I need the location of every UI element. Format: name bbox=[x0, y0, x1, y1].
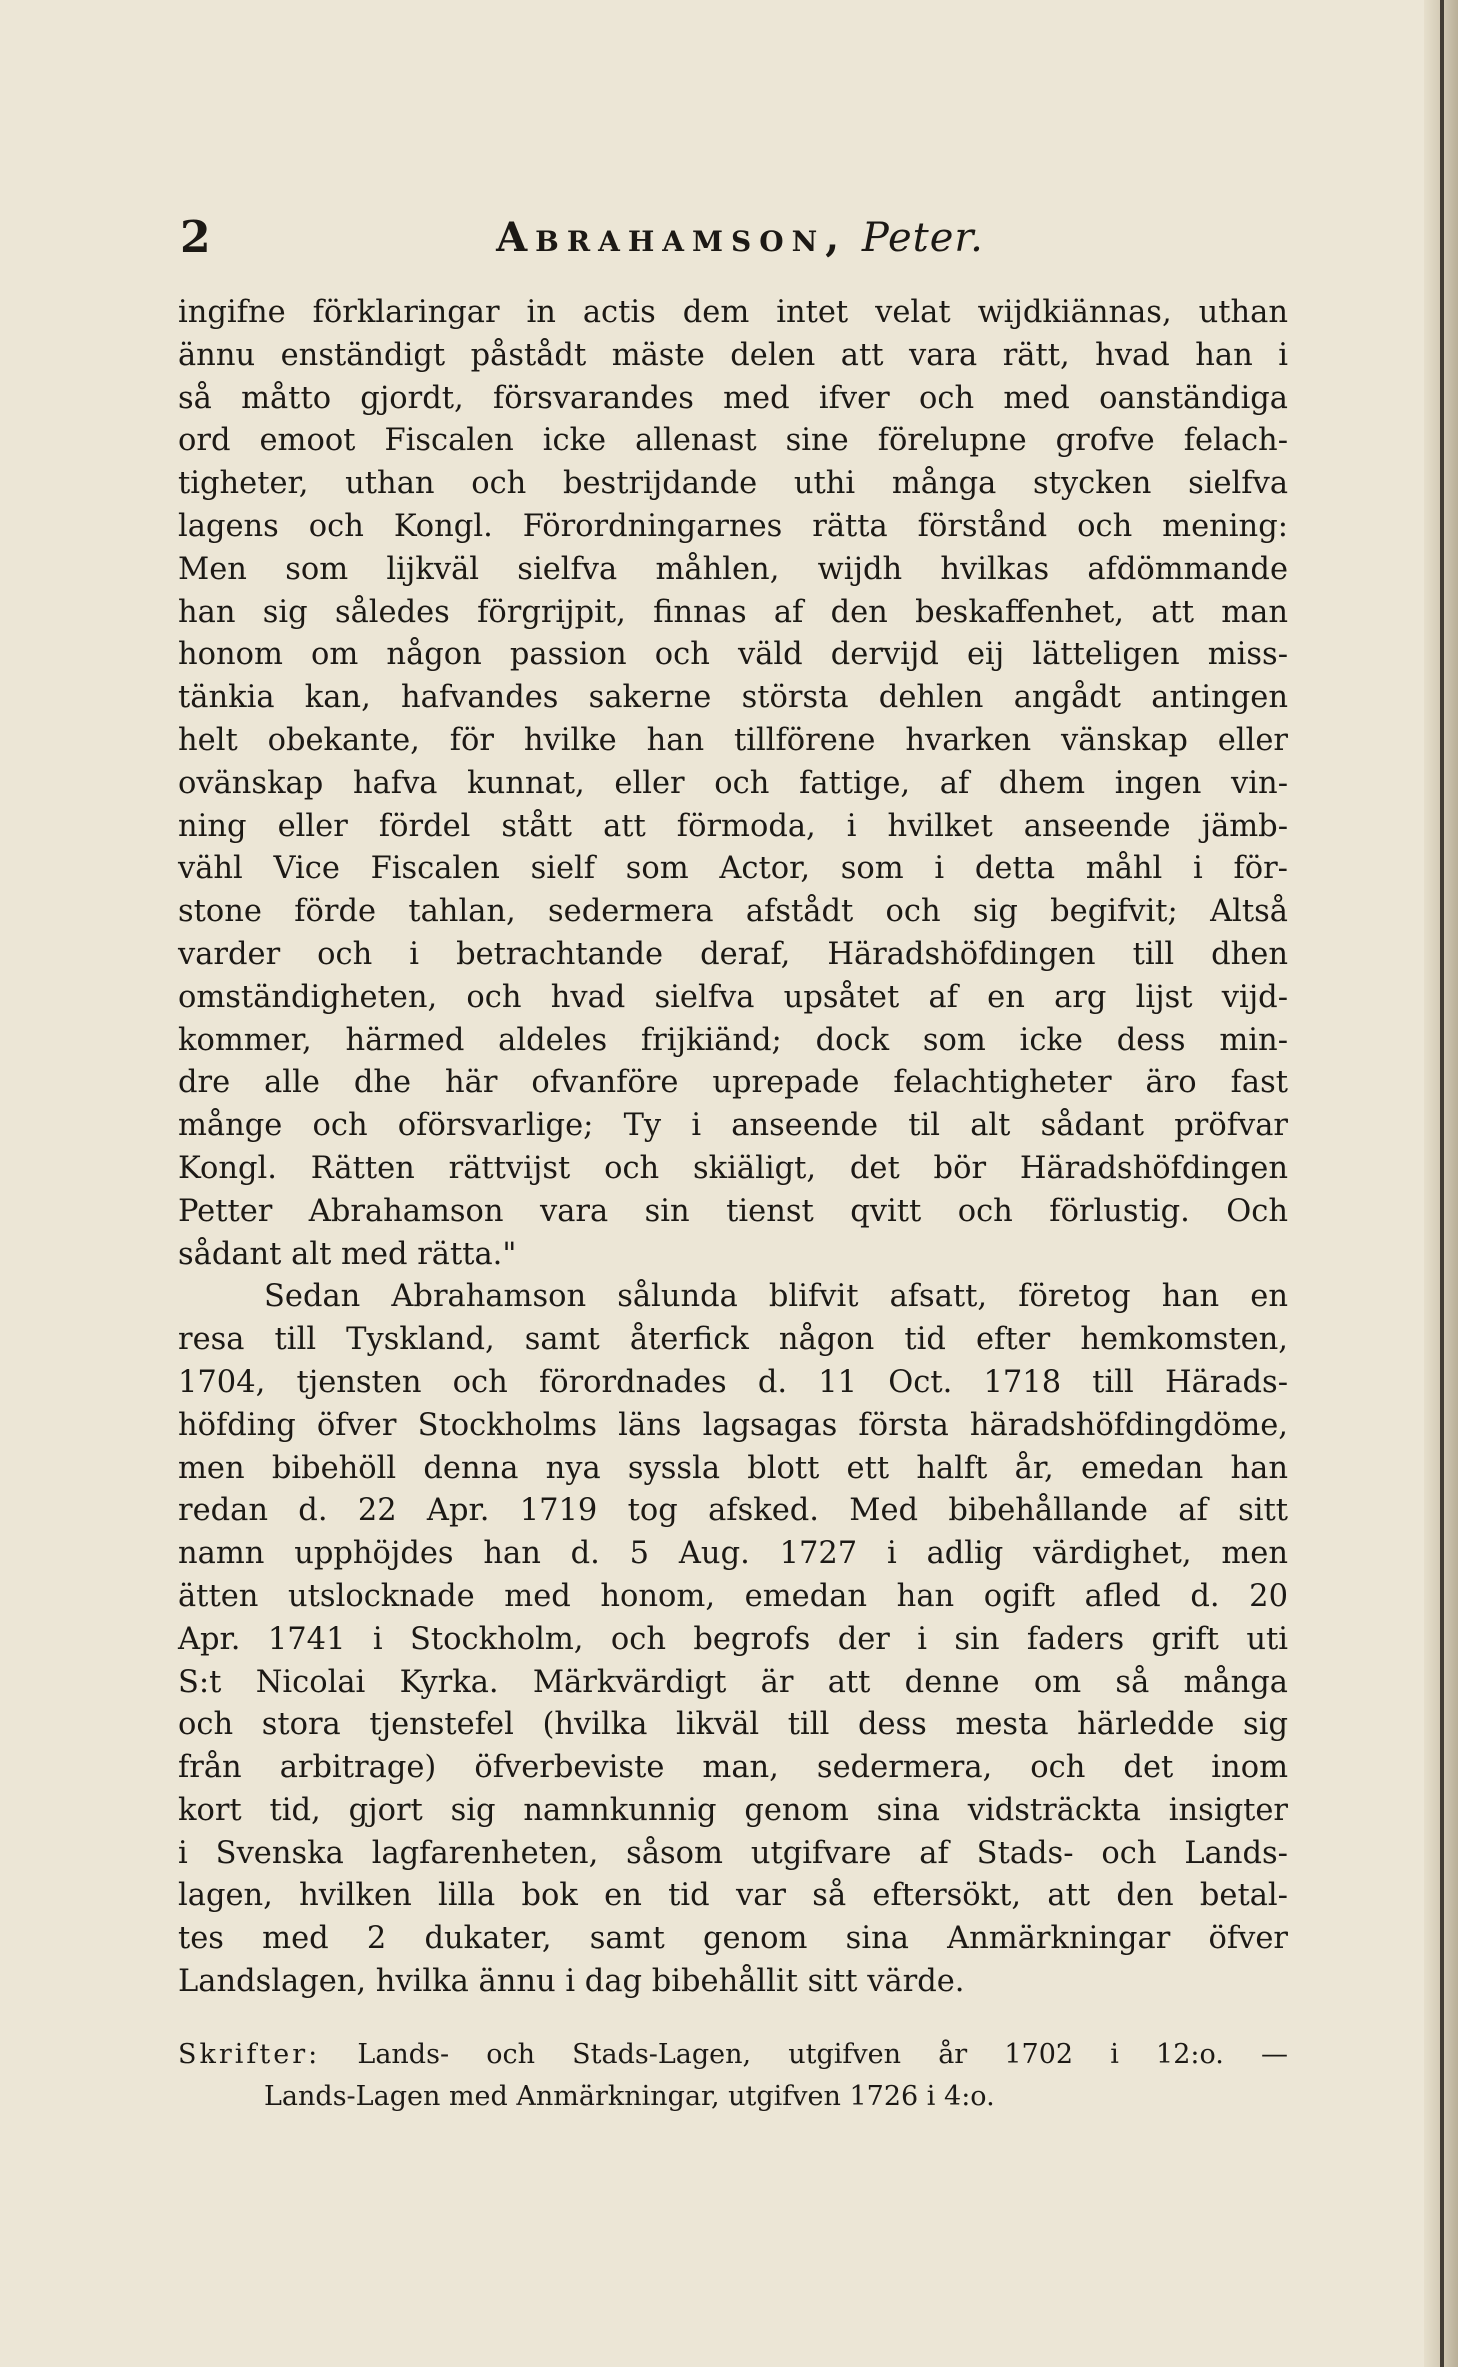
writings-entry-2: Lands-Lagen med Anmärkningar, utgifven 1726 i 4:o. bbox=[264, 2080, 995, 2112]
text-line: kommer, härmed aldeles frijkiänd; dock som icke dess min- bbox=[178, 1022, 1288, 1058]
text-line: 1704, tjensten och förordnades d. 11 Oct. 1718 till Härads- bbox=[178, 1364, 1288, 1400]
text-line: Petter Abrahamson vara sin tienst qvitt och förlustig. Och bbox=[178, 1193, 1288, 1229]
text-line: månge och oförsvarlige; Ty i anseende til alt sådant pröfvar bbox=[178, 1108, 1288, 1144]
text-line: Men som lijkväl sielfva måhlen, wijdh hvilkas afdömmande bbox=[178, 551, 1288, 587]
writings-label: Skrifter: bbox=[178, 2038, 321, 2070]
text-line: omständigheten, och hvad sielfva upsåtet af en arg lijst vijd- bbox=[178, 979, 1288, 1015]
text-line: höfding öfver Stockholms läns lagsagas första häradshöfdingdöme, bbox=[178, 1407, 1288, 1443]
text-line: resa till Tyskland, samt återfick någon tid efter hemkomsten, bbox=[178, 1322, 1288, 1358]
text-line: Kongl. Rätten rättvijst och skiäligt, det bör Häradshöfdingen bbox=[178, 1150, 1288, 1186]
writings-section bbox=[178, 2034, 1288, 2118]
writings-line bbox=[178, 2034, 1288, 2076]
text-line: dre alle dhe här ofvanföre uprepade felachtigheter äro fast bbox=[178, 1065, 1288, 1101]
text-line: han sig således förgrijpit, finnas af den beskaffenhet, att man bbox=[178, 594, 1288, 630]
text-line: ovänskap hafva kunnat, eller och fattige, af dhem ingen vin- bbox=[178, 765, 1288, 801]
page-number: 2 bbox=[180, 212, 211, 263]
body-text bbox=[178, 292, 1288, 2118]
text-line: namn upphöjdes han d. 5 Aug. 1727 i adlig värdighet, men bbox=[178, 1536, 1288, 1572]
page-header bbox=[180, 208, 1300, 268]
text-line: redan d. 22 Apr. 1719 tog afsked. Med bibehållande af sitt bbox=[178, 1493, 1288, 1529]
text-line: lagen, hvilken lilla bok en tid var så eftersökt, att den betal- bbox=[178, 1878, 1288, 1914]
text-line: sådant alt med rätta." bbox=[178, 1236, 517, 1272]
book-spine-edge bbox=[1440, 0, 1444, 2367]
text-line: från arbitrage) öfverbeviste man, sedermera, och det inom bbox=[178, 1750, 1288, 1786]
text-line: men bibehöll denna nya syssla blott ett halft år, emedan han bbox=[178, 1450, 1288, 1486]
text-line: S:t Nicolai Kyrka. Märkvärdigt är att denne om så många bbox=[178, 1664, 1288, 1700]
text-line: ännu enständigt påstådt mäste delen att vara rätt, hvad han i bbox=[178, 337, 1288, 373]
running-head-surname: Abrahamson, bbox=[496, 214, 848, 261]
text-line: ord emoot Fiscalen icke allenast sine förelupne grofve felach- bbox=[178, 423, 1288, 459]
writings-entry-1: Lands- och Stads-Lagen, utgifven år 1702 i 12:o. — bbox=[357, 2038, 1288, 2070]
running-head-given-name: Peter. bbox=[861, 215, 984, 261]
text-line: honom om någon passion och väld dervijd eij lätteligen miss- bbox=[178, 637, 1288, 673]
text-line: ingifne förklaringar in actis dem intet velat wijdkiännas, uthan bbox=[178, 295, 1288, 330]
text-line: varder och i betrachtande deraf, Häradshöfdingen till dhen bbox=[178, 936, 1288, 972]
text-line: så måtto gjordt, försvarandes med ifver och med oanständiga bbox=[178, 380, 1288, 416]
text-line: tigheter, uthan och bestrijdande uthi många stycken sielfva bbox=[178, 466, 1288, 502]
text-line: i Svenska lagfarenheten, såsom utgifvare af Stads- och Lands- bbox=[178, 1835, 1288, 1871]
text-line: och stora tjenstefel (hvilka likväl till dess mesta härledde sig bbox=[178, 1707, 1288, 1743]
text-line: tes med 2 dukater, samt genom sina Anmärkningar öfver bbox=[178, 1921, 1288, 1957]
running-head bbox=[180, 208, 1300, 268]
paragraph-start-line: Sedan Abrahamson sålunda blifvit afsatt, företog han en bbox=[264, 1279, 1288, 1315]
text-line: helt obekante, för hvilke han tillförene hvarken vänskap eller bbox=[178, 722, 1288, 758]
text-line: kort tid, gjort sig namnkunnig genom sina vidsträckta insigter bbox=[178, 1792, 1288, 1828]
section-gap bbox=[178, 2004, 1288, 2034]
text-line: lagens och Kongl. Förordningarnes rätta förstånd och mening: bbox=[178, 508, 1288, 544]
text-line: Apr. 1741 i Stockholm, och begrofs der i sin faders grift uti bbox=[178, 1621, 1288, 1657]
text-line: vähl Vice Fiscalen sielf som Actor, som i detta måhl i för- bbox=[178, 851, 1288, 887]
text-line: ning eller fördel stått att förmoda, i hvilket anseende jämb- bbox=[178, 808, 1288, 844]
text-line: tänkia kan, hafvandes sakerne största dehlen angådt antingen bbox=[178, 680, 1288, 716]
text-line: Landslagen, hvilka ännu i dag bibehållit sitt värde. bbox=[178, 1964, 965, 2000]
text-line: ätten utslocknade med honom, emedan han ogift afled d. 20 bbox=[178, 1578, 1288, 1614]
text-line: stone förde tahlan, sedermera afstådt och sig begifvit; Altså bbox=[178, 894, 1288, 930]
